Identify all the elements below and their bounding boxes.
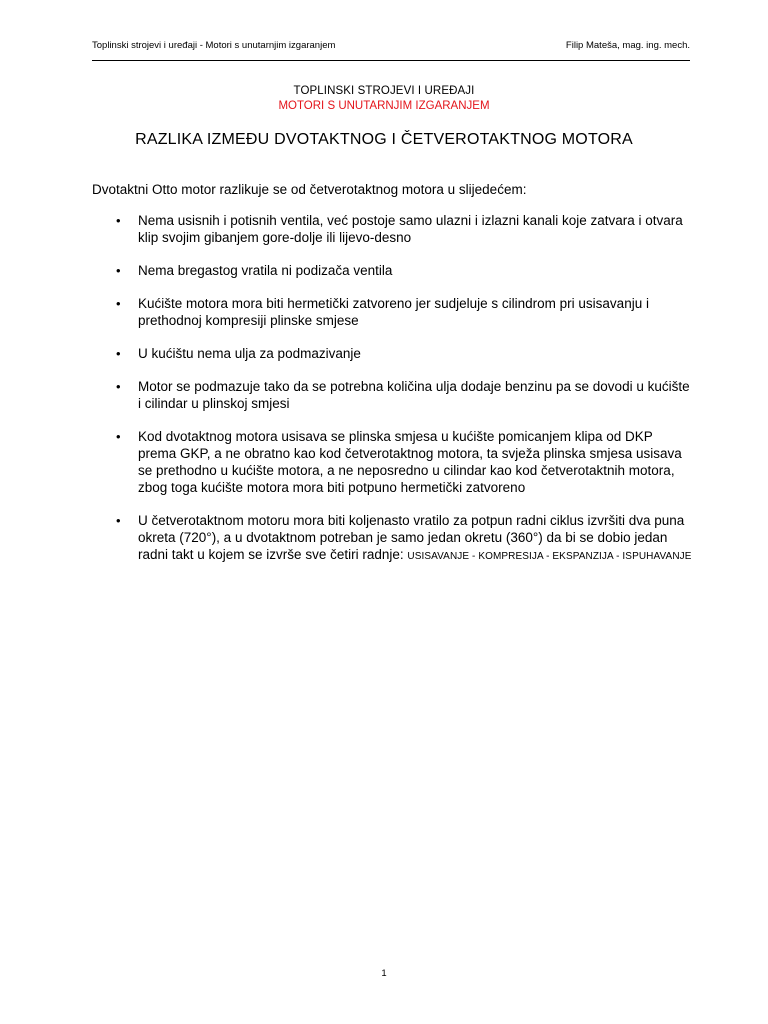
subject-title: TOPLINSKI STROJEVI I UREĐAJI: [293, 85, 475, 97]
intro-paragraph: Dvotaktni Otto motor razlikuje se od četverotaktnog motora u slijedećem:: [92, 182, 527, 197]
header-course-title: Toplinski strojevi i uređaji - Motori s unutarnjim izgaranjem: [92, 40, 336, 51]
list-item: [92, 295, 692, 329]
list-item-text: Kućište motora mora biti hermetički zatvoreno jer sudjeluje s cilindrom pri usisavanju i prethodnoj kompresiji plinske smjese: [138, 296, 649, 328]
list-item: [92, 262, 692, 279]
bullet-icon: •: [116, 379, 121, 394]
list-item-text: U četverotaktnom motoru mora biti koljenasto vratilo za potpun radni ciklus izvršiti dva puna okreta (720°), a u dvotaktnom potreban je samo jedan okretu (360°) da bi se dobio jedan radni takt u kojem se izvrše sve četiri radnje:: [138, 513, 685, 562]
subject-subtitle: MOTORI S UNUTARNJIM IZGARANJEM: [278, 100, 490, 112]
list-item: [92, 512, 692, 565]
bullet-icon: •: [116, 429, 121, 444]
bullet-icon: •: [116, 346, 121, 361]
bullet-icon: •: [116, 213, 121, 228]
bullet-icon: •: [116, 263, 121, 278]
stroke-phases: USISAVANJE - KOMPRESIJA - EKSPANZIJA - ISPUHAVANJE: [407, 551, 692, 562]
bullet-icon: •: [116, 513, 121, 528]
list-item: [92, 212, 692, 246]
list-item-text: U kućištu nema ulja za podmazivanje: [138, 346, 361, 361]
document-title: RAZLIKA IZMEĐU DVOTAKTNOG I ČETVEROTAKTNOG MOTORA: [135, 131, 633, 148]
list-item-text: Kod dvotaktnog motora usisava se plinska smjesa u kućište pomicanjem klipa od DKP prema GKP, a ne obratno kao kod četverotaktnog motora, ta svježa plinska smjesa usisava se prethodno u kućište motora, a ne neposredno u cilindar kao kod četverotaktnih motora, zbog toga kućište motora mora biti potpuno hermetički zatvoreno: [138, 429, 682, 495]
bullet-icon: •: [116, 296, 121, 311]
list-item: [92, 378, 692, 412]
list-item: [92, 428, 692, 496]
header-author: Filip Mateša, mag. ing. mech.: [565, 40, 690, 51]
list-item-text: Nema usisnih i potisnih ventila, već postoje samo ulazni i izlazni kanali koje zatvara i otvara klip svojim gibanjem gore-dolje ili lijevo-desno: [138, 213, 683, 245]
page-number: 1: [381, 968, 387, 979]
bullet-list: [92, 212, 692, 581]
list-item-text: Nema bregastog vratila ni podizača ventila: [138, 263, 393, 278]
list-item-text: Motor se podmazuje tako da se potrebna količina ulja dodaje benzinu pa se dovodi u kućište i cilindar u plinskoj smjesi: [138, 379, 690, 411]
running-header: [92, 40, 690, 61]
list-item: [92, 345, 692, 362]
